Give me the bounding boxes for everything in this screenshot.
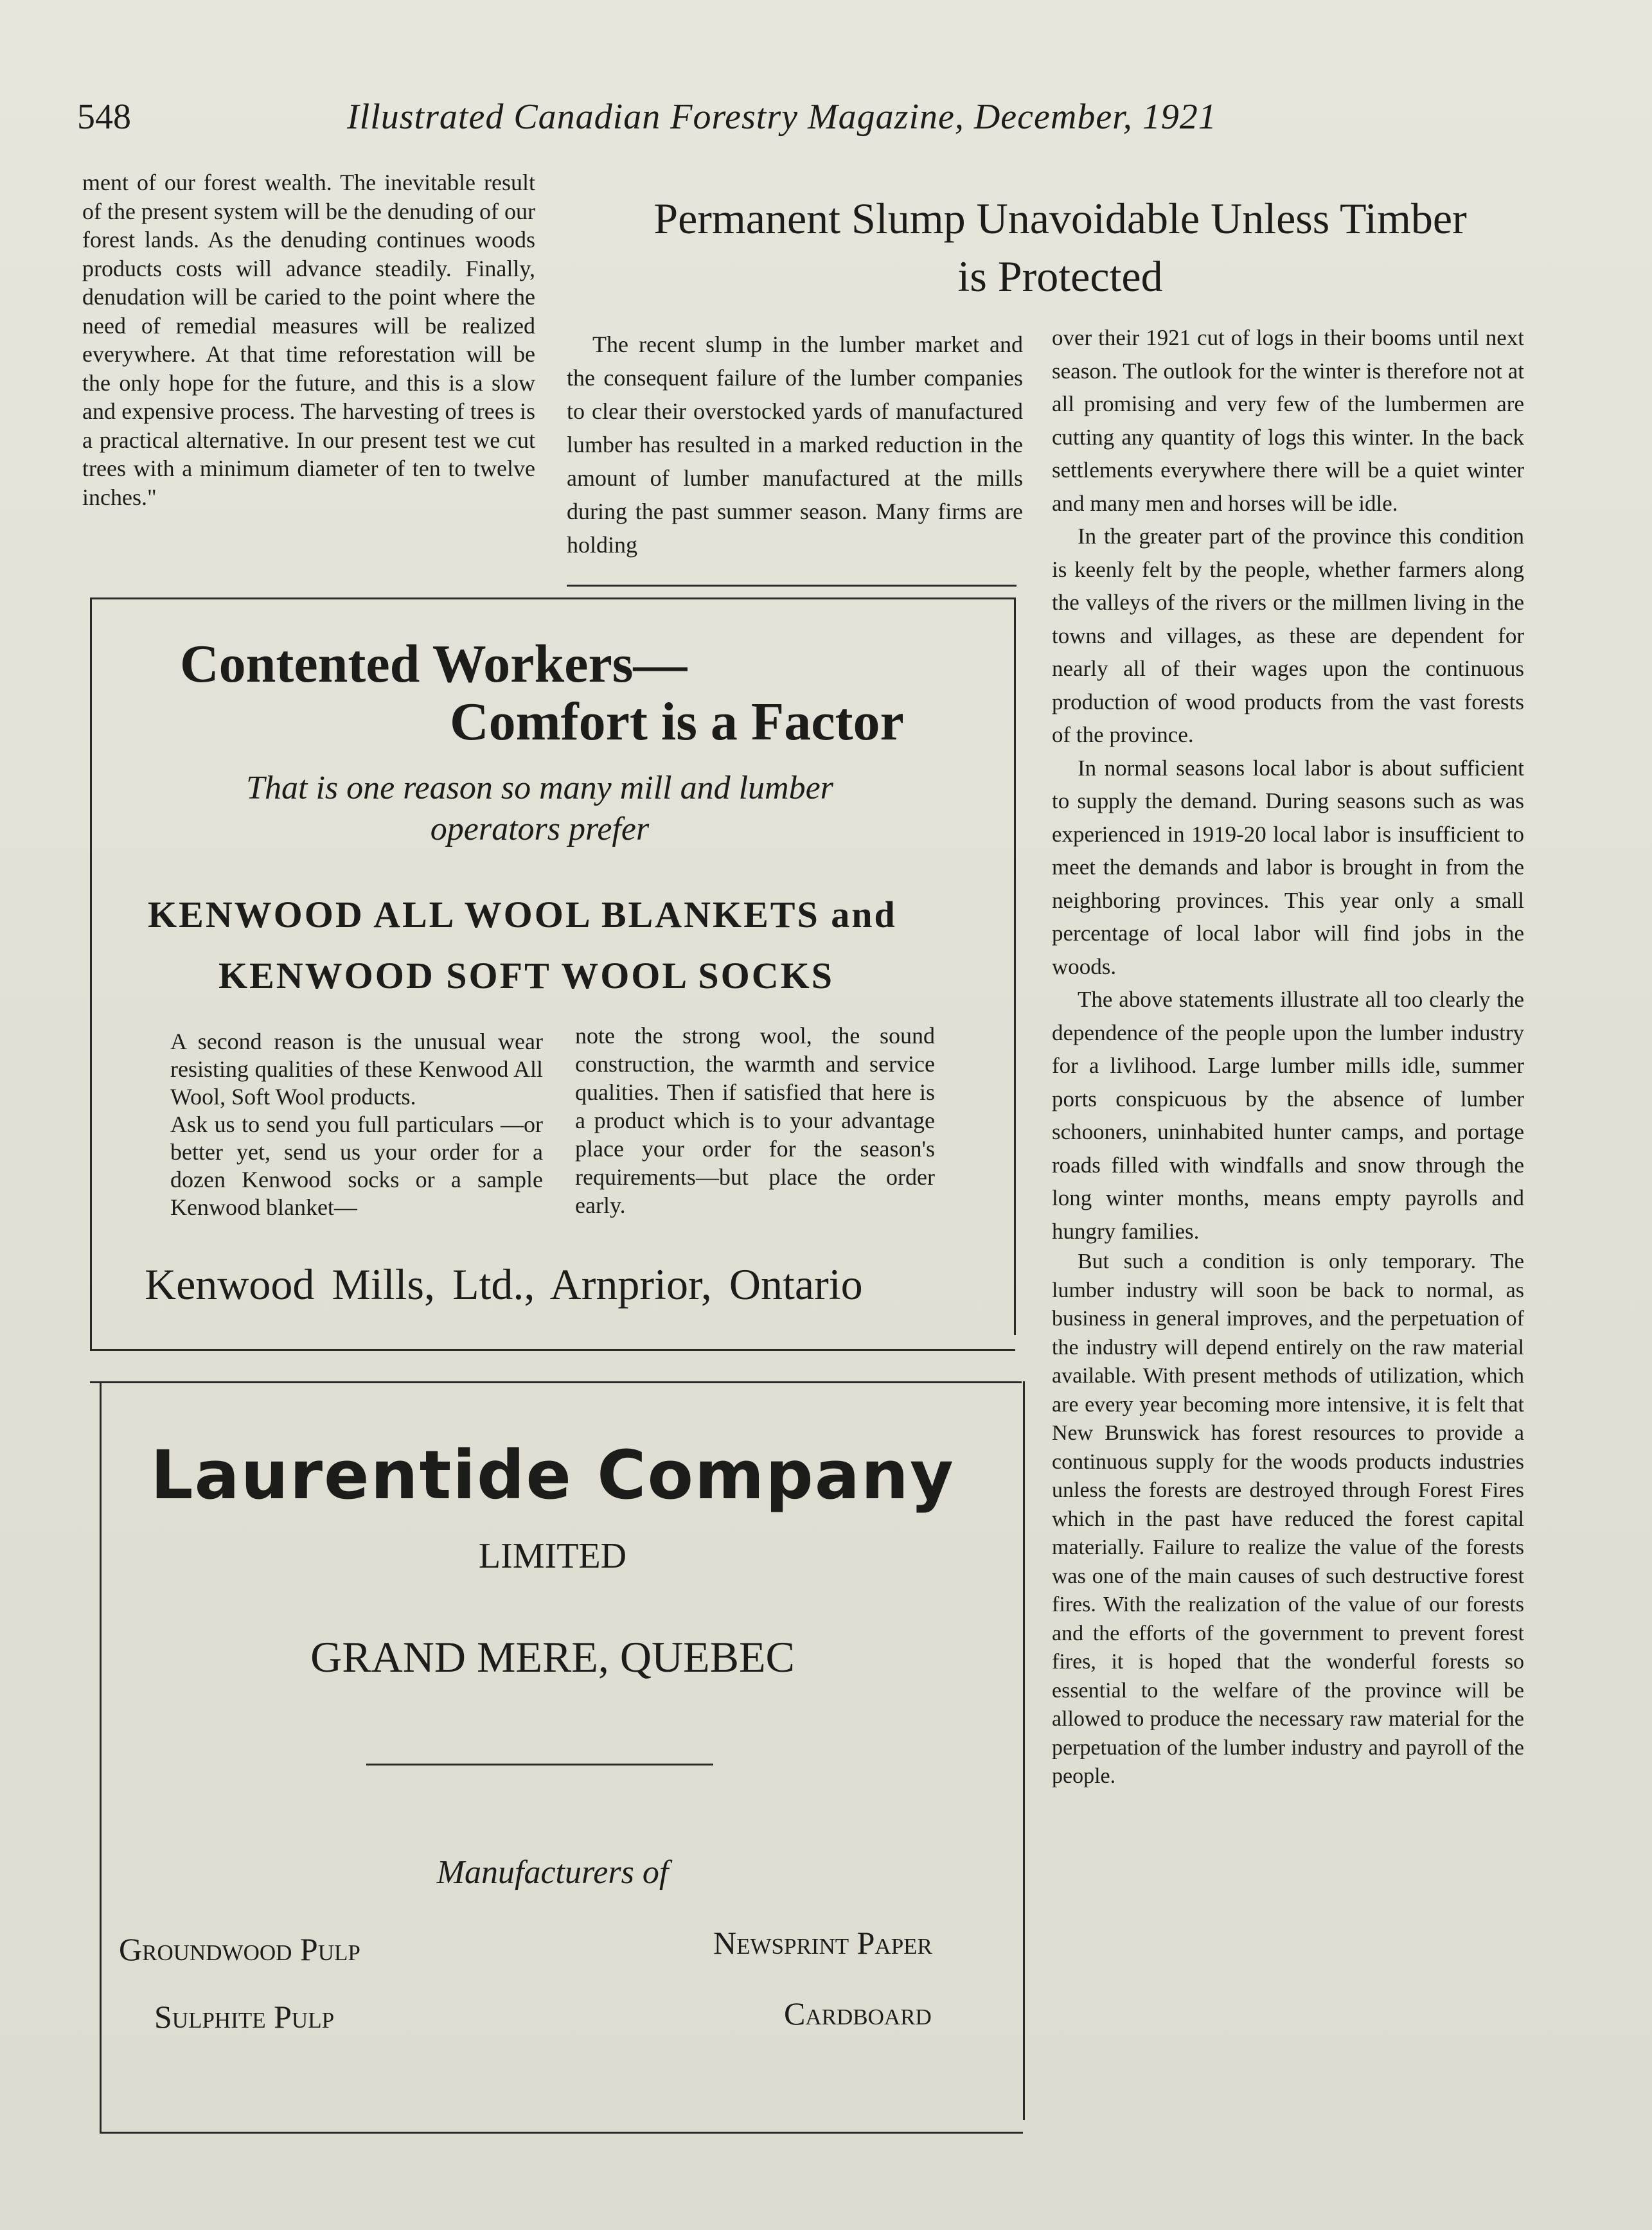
ad-product-groundwood: Groundwood Pulp: [119, 1931, 360, 1967]
laurentide-advertisement: [90, 1375, 1022, 2133]
ad-body-paragraph: A second reason is the unusual wear resisting qualities of these Kenwood All Wool, Soft Wool products.: [170, 1029, 543, 1110]
ad-product-cardboard: Cardboard: [784, 1995, 932, 2031]
ad-product-socks: KENWOOD SOFT WOOL SOCKS: [218, 955, 835, 996]
continued-article-text: [82, 168, 535, 511]
ad-company-footer: Kenwood Mills, Ltd., Arnprior, Ontario: [145, 1260, 863, 1309]
article-title-line2: is Protected: [957, 252, 1163, 301]
article-paragraph: over their 1921 cut of logs in their booms until next season. The outlook for the winter is therefore not at all promising and very few of the lumbermen are cutting any quantity of logs this winter. In the back settlements everywhere there will be a quiet winter and many men and horses will be idle.: [1052, 325, 1524, 516]
ad-company-location: GRAND MERE, QUEBEC: [310, 1633, 795, 1681]
page-header: [77, 96, 1362, 154]
ad-company-name: Laurentide Company: [150, 1436, 955, 1514]
kenwood-advertisement: [90, 597, 1015, 1336]
divider-rule: [567, 585, 1017, 587]
article-paragraph: In normal seasons local labor is about sufficient to supply the demand. During seasons such as was experienced in 1919-20 local labor is insufficient to meet the demands and labor is brought in from the neighboring provinces. This year only a small percentage of local labor will find jobs in the woods.: [1052, 755, 1524, 979]
article-title: [553, 190, 1568, 305]
article-column-middle: [567, 328, 1023, 562]
ad-manufacturers-of: Manufacturers of: [436, 1854, 669, 1891]
article-paragraph: The above statements illustrate all too clearly the dependence of the people upon the lumber industry for a livlihood. Large lumber mills idle, summer ports conspicuous by the absence of lumber schooners, uninhabited hunter camps, and portage roads filled with windfalls and snow through the long winter months, means empty payrolls and hungry families.: [1052, 987, 1524, 1244]
ad-body-column-left: [170, 1028, 543, 1221]
ad-product-newsprint: Newsprint Paper: [713, 1925, 932, 1961]
running-head: Illustrated Canadian Forestry Magazine, December, 1921: [347, 97, 1217, 137]
article-column-right: [1052, 321, 1524, 1791]
ad-company-limited: LIMITED: [478, 1536, 627, 1576]
article-paragraph: But such a condition is only temporary. The lumber industry will soon be back to normal, as business in general improves, and the perpetuation of the industry will depend entirely on the raw material available. With present methods of utilization, which are every year becoming more intensive, it is felt that New Brunswick has forest resources to provide a continuous supply for the woods products industries unless the forests are destroyed through Forest Fires which in the past have reduced the forest capital materially. Failure to realize the value of the forests was one of the main causes of such destructive forest fires. With the realization of the value of our forests and the efforts of the government to prevent forest fires, it is hoped that the wonderful forests so essential to the welfare of the province will be allowed to produce the necessary raw material for the perpetuation of the lumber industry and payroll of the people.: [1052, 1250, 1524, 1788]
article-paragraph: In the greater part of the province this condition is keenly felt by the people, whether farmers along the valleys of the rivers or the millmen living in the towns and villages, as these are dependent for nearly all of their wages upon the continuous production of wood products from the vast forests of the province.: [1052, 524, 1524, 747]
page-number: 548: [77, 97, 131, 137]
ad-border-bottom: [90, 1349, 1015, 1351]
ad-headline-2: Comfort is a Factor: [450, 692, 904, 752]
ad-body-paragraph: Ask us to send you full particulars —or better yet, send us your order for a dozen Kenwood socks or a sample Kenwood blanket—: [170, 1111, 543, 1220]
article-title-line1: Permanent Slump Unavoidable Unless Timber: [653, 194, 1467, 243]
article-intro-paragraph: The recent slump in the lumber market and the consequent failure of the lumber companies to clear their overstocked yards of manufactured lumber has resulted in a marked reduction in the amount of lumber manufactured at the mills during the past summer season. Many firms are holding: [567, 332, 1023, 558]
continued-paragraph: ment of our forest wealth. The inevitable result of the present system will be the denuding of our forest lands. As the denuding continues woods products costs will advance steadily. Finally, denudation will be caried to the point where the need of remedial measures will be realized everywhere. At that time reforestation will be the only hope for the future, and this is a slow and expensive process. The harvesting of trees is a practical alternative. In our present test we cut trees with a minimum diameter of ten to twelve inches.": [82, 170, 535, 510]
ad-product-sulphite: Sulphite Pulp: [154, 1999, 335, 2035]
ad-body-column-right: [575, 1022, 935, 1219]
ad-product-blankets: KENWOOD ALL WOOL BLANKETS and: [148, 894, 897, 935]
ad-divider: [366, 1764, 713, 1765]
ad-border-right: [1023, 1381, 1025, 2120]
ad-tagline: That is one reason so many mill and lumber operators prefer: [246, 770, 833, 847]
ad-body-paragraph: note the strong wool, the sound construction, the warmth and service qualities. Then if satisfied that here is a product which is to your advantage place your order for the season's requirements—but place the order early.: [575, 1023, 935, 1218]
ad-headline-1: Contented Workers—: [180, 634, 688, 694]
